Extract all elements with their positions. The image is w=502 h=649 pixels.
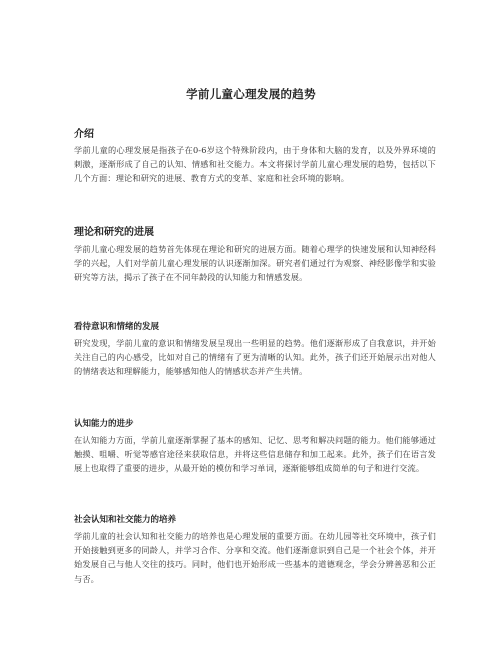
document-title: 学前儿童心理发展的趋势	[186, 87, 316, 101]
subsection-body-cognition: 在认知能力方面，学前儿童逐渐掌握了基本的感知、记忆、思考和解决问题的能力。他们能够通过触摸、咀嚼、听觉等感官途径来获取信息，并将这些信息储存和加工起来。此外，孩子们在语言发展上也取得了重要的进步，从最开始的模仿和学习单词，逐渐能够组成简单的句子和进行交流。	[74, 435, 436, 474]
subsection-heading-social: 社会认知和社交能力的培养	[74, 515, 177, 525]
section-heading-theory: 理论和研究的进展	[74, 227, 154, 238]
section-body-intro: 学前儿童的心理发展是指孩子在0-6岁这个特殊阶段内，由于身体和大脑的发育，以及外界环境的刺激，逐渐形成了自己的认知、情感和社交能力。本文将探讨学前儿童心理发展的趋势，包括以下几个方面：理论和研究的进展、教育方式的变革、家庭和社会环境的影响。	[74, 145, 436, 184]
subsection-heading-self-awareness: 看待意识和情绪的发展	[74, 322, 160, 332]
section-body-theory: 学前儿童心理发展的趋势首先体现在理论和研究的进展方面。随着心理学的快速发展和认知神经科学的兴起，人们对学前儿童心理发展的认识逐渐加深。研究者们通过行为观察、神经影像学和实验研究等方法，揭示了孩子在不同年龄段的认知能力和情感发展。	[74, 244, 436, 283]
subsection-heading-cognition: 认知能力的进步	[74, 419, 134, 429]
subsection-body-social: 学前儿童的社会认知和社交能力的培养也是心理发展的重要方面。在幼儿园等社交环境中，孩子们开始接触到更多的同龄人，并学习合作、分享和交流。他们逐渐意识到自己是一个社会个体，并开始发展自己与他人交往的技巧。同时，他们也开始形成一些基本的道德观念，学会分辨善恶和公正与否。	[74, 531, 436, 584]
section-heading-intro: 介绍	[74, 129, 94, 140]
subsection-body-self-awareness: 研究发现，学前儿童的意识和情绪发展呈现出一些明显的趋势。他们逐渐形成了自我意识，并开始关注自己的内心感受，比如对自己的情绪有了更为清晰的认知。此外，孩子们还开始展示出对他人的情绪表达和理解能力，能够感知他人的情感状态并产生共情。	[74, 338, 436, 377]
